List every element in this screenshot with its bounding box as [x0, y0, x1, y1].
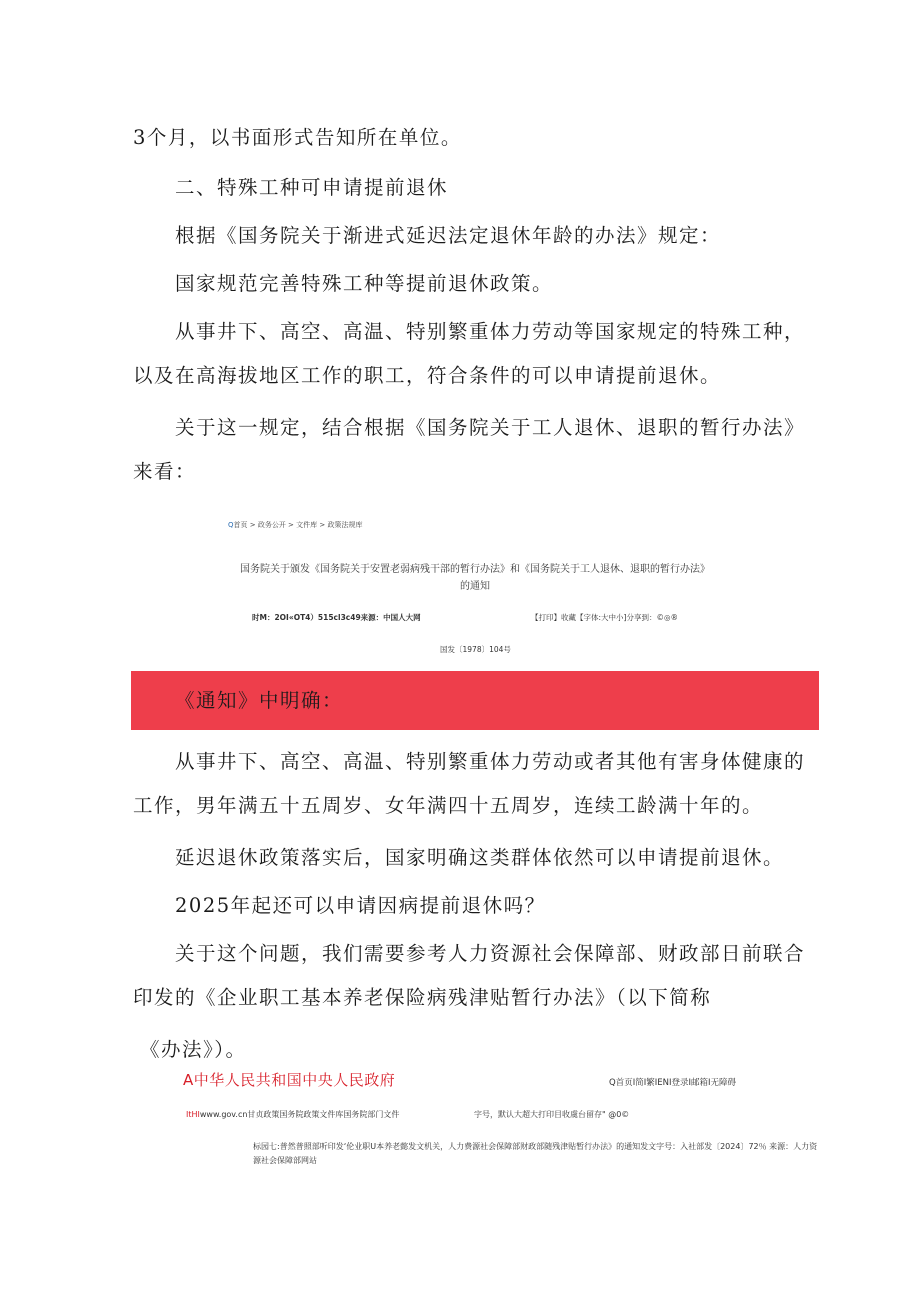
breadcrumb	[228, 520, 362, 530]
paragraph-answer: 关于这个问题，我们需要参考人力资源社会保障部、财政部日前联合印发的《企业职工基本养老保险病残津贴暂行办法》（以下简称	[133, 942, 806, 1009]
gov-logo: A中华人民共和国中央人民政府	[183, 1071, 396, 1089]
gov-document-info: 标园七:普然普照部听印发‘伦业职U本养老懿发文机关，人力费源社会保障部财政部随残津贴暂行办法》的通知发文字号：入社部发〔2024〕72％ 来源：人力资源社会保障部网站	[253, 1142, 818, 1165]
gov-url-bar	[186, 1109, 399, 1120]
breadcrumb-path: 首页 > 政务公开 > 文件库 > 政策法规库	[233, 521, 363, 529]
notice-meta-tools: 【打印】收藏【字体:大中小]分享到：©◎®	[531, 613, 678, 622]
paragraph-special-jobs: 从事井下、高空、高温、特别繁重体力劳动等国家规定的特殊工种，以及在高海拔地区工作的职工，符合条件的可以申请提前退休。	[133, 320, 806, 387]
highlight-band-text: 《通知》中明确：	[175, 689, 344, 712]
url-path: www.gov.cn甘贞政策国务院政策文件库国务院部门文件	[199, 1110, 400, 1119]
paragraph-regulation-intro: 根据《国务院关于渐进式延迟法定退休年龄的办法》规定：	[175, 224, 722, 247]
paragraph-question: 2025年起还可以申请因病提前退休吗？	[175, 894, 546, 917]
paragraph-policy-note: 延迟退休政策落实后，国家明确这类群体依然可以申请提前退休。	[175, 846, 785, 869]
search-icon: Q	[228, 521, 234, 529]
url-prefix: ItHI	[186, 1110, 200, 1119]
paragraph-reference: 关于这一规定，结合根据《国务院关于工人退休、退职的暂行办法》来看：	[133, 416, 806, 483]
paragraph-continuation: 3个月，以书面形式告知所在单位。	[133, 126, 462, 149]
paragraph-policy: 国家规范完善特殊工种等提前退休政策。	[175, 272, 554, 295]
notice-title: 国务院关于颁发《国务院关于安置老弱病残干部的暂行办法》和《国务院关于工人退休、退职的暂行办法》的通知	[240, 564, 710, 592]
gov-top-nav: Q首页I简I繁IENI登录I邮箱I无障碍	[609, 1078, 736, 1088]
paragraph-answer-end: 《办法》）。	[140, 1038, 247, 1061]
paragraph-conditions: 从事井下、高空、高温、特别繁重体力劳动或者其他有害身体健康的工作，男年满五十五周岁、女年满四十五周岁，连续工龄满十年的。	[133, 750, 806, 817]
section-heading-2: 二、特殊工种可申请提前退休	[175, 176, 449, 199]
notice-doc-number: 国发〔1978〕104号	[440, 645, 511, 654]
notice-meta-date-source: 时M：2OI«OT4）515cl3c49来源：中国人大网	[252, 613, 421, 622]
gov-tools: 字号，默认大超大打印目收虞台留存" @0©	[474, 1110, 630, 1119]
